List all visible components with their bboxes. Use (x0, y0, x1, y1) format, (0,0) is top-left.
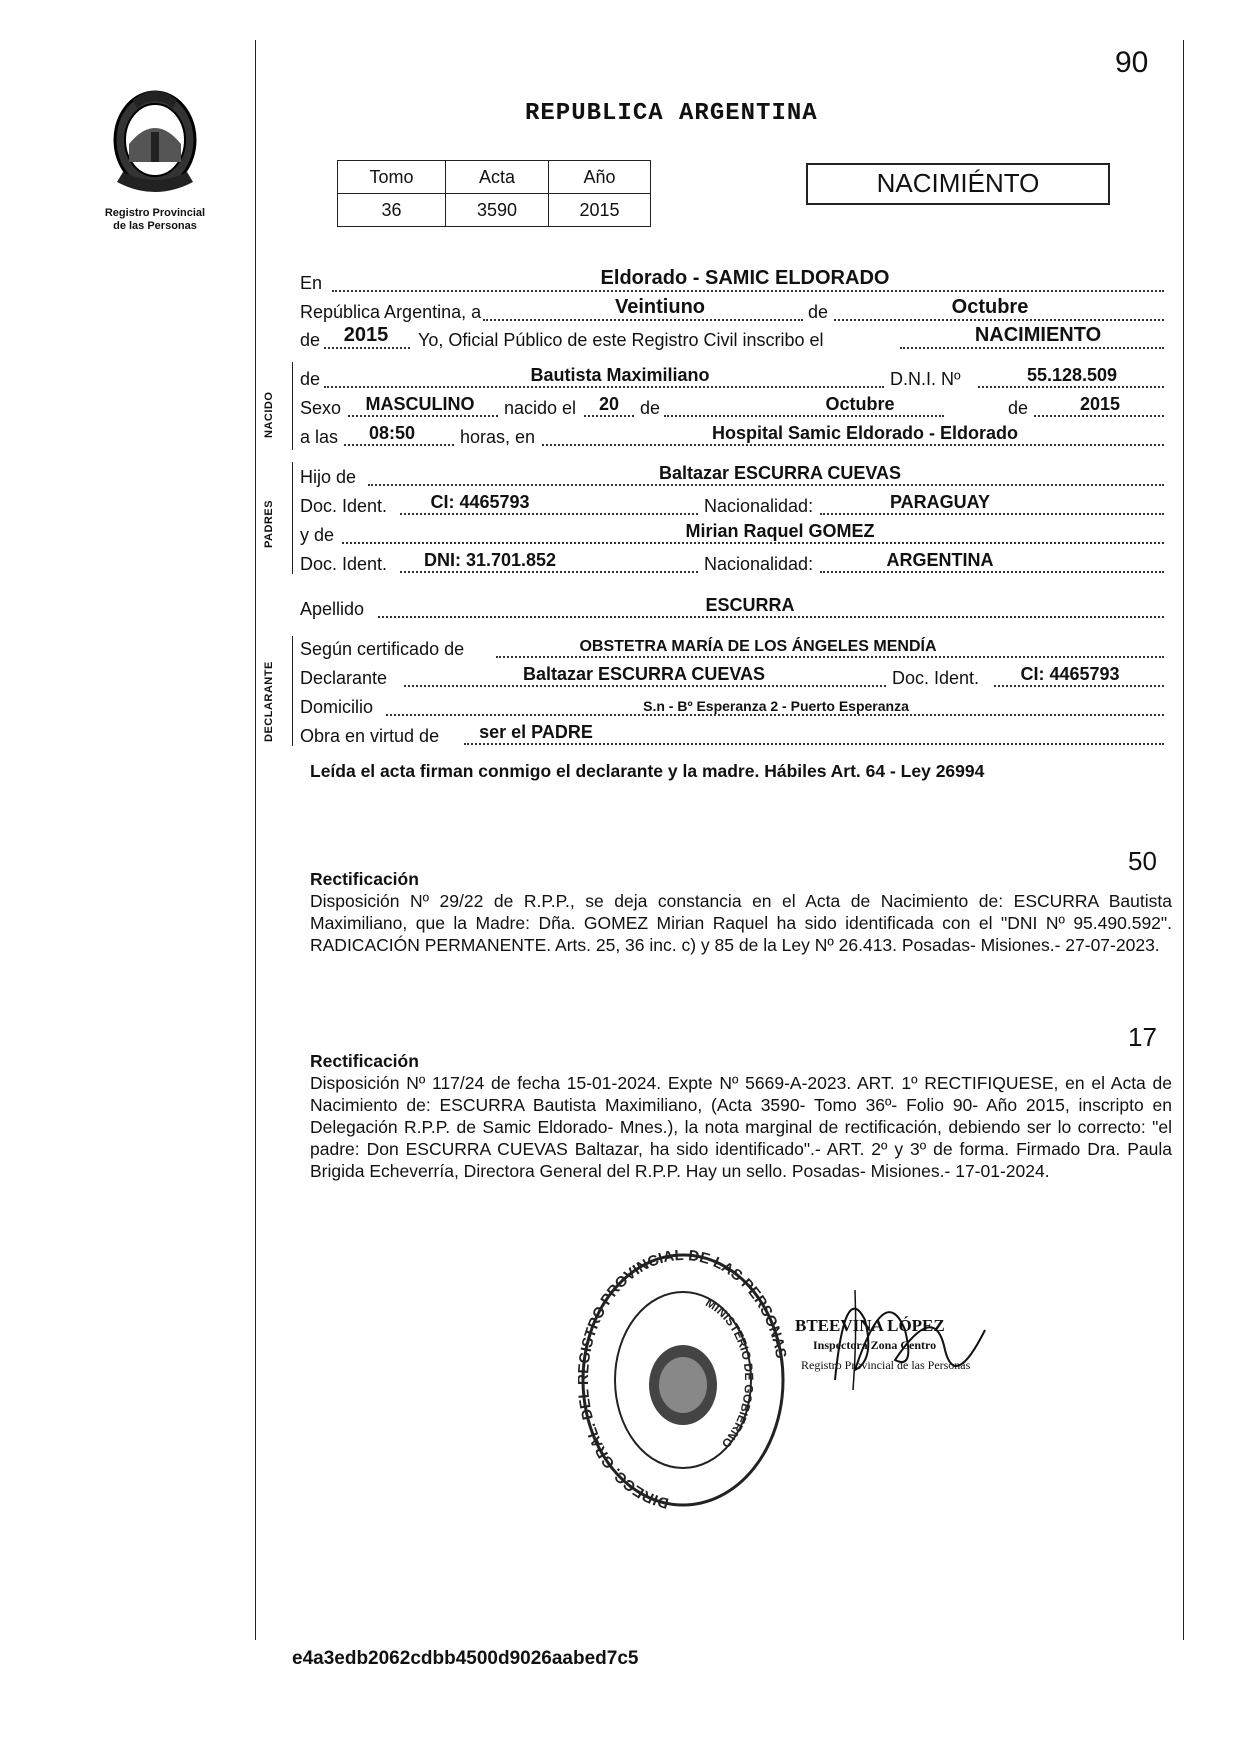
register-table-header (338, 161, 651, 194)
note-1-title: Rectificación (310, 869, 419, 889)
value-year: 2015 (343, 324, 389, 346)
logo-caption-line2: de las Personas (113, 220, 197, 232)
section-bar-declarante (292, 636, 293, 746)
value-en: Eldorado - SAMIC ELDORADO (600, 267, 890, 289)
stamp-inner-text: MINISTERIO DE GOBIERNO (703, 1295, 757, 1451)
official-stamp (578, 1250, 788, 1510)
label-en: En (300, 273, 323, 293)
label-dni: D.N.I. Nº (890, 369, 961, 389)
value-place: Hospital Samic Eldorado - Eldorado (711, 423, 1019, 443)
row-obra (300, 719, 1166, 749)
value-father-doc: CI: 4465793 (430, 492, 530, 512)
label-declarante: Declarante (300, 668, 388, 688)
label-yde: y de (300, 525, 335, 545)
register-table (337, 160, 651, 227)
row-father-doc (300, 489, 1166, 519)
value-day: Veintiuno (615, 296, 705, 318)
label-birth-de2: de (1008, 398, 1029, 418)
side-label-nacido: NACIDO (263, 391, 275, 438)
value-inscribe: NACIMIENTO (974, 324, 1102, 346)
right-margin-line (1183, 40, 1184, 1640)
value-birth-month: Octubre (825, 394, 895, 414)
value-month: Octubre (951, 296, 1029, 318)
value-birth-year: 2015 (1079, 394, 1121, 414)
row-declarante (300, 661, 1166, 691)
row-mother-doc (300, 547, 1166, 577)
value-sexo: MASCULINO (365, 394, 475, 414)
value-father-name: Baltazar ESCURRA CUEVAS (658, 463, 902, 483)
note-1-text: Disposición Nº 29/22 de R.P.P., se deja constancia en el Acta de Nacimiento de: ESCURRA Bautista Maximiliano, que la Madre: Dña. GOMEZ Mirian Raquel ha sido identificada con el "DNI Nº 95.490.592". RADICACIÓN PERMANENTE. Arts. 25, 36 inc. c) y 85 de la Ley Nº 26.413. Posadas- Misiones.- 27-07-2023. (310, 891, 1172, 955)
value-domicilio: S.n - Bº Esperanza 2 - Puerto Esperanza (643, 698, 909, 714)
note-2 (310, 1050, 1172, 1182)
row-republica (300, 295, 1166, 325)
row-inscribe (300, 323, 1166, 353)
document-title: REPUBLICA ARGENTINA (525, 100, 818, 127)
label-sexo: Sexo (300, 398, 342, 418)
label-obra: Obra en virtud de (300, 726, 440, 746)
header-acta: Acta (446, 161, 549, 194)
value-anio: 2015 (549, 194, 651, 227)
register-table-values (338, 194, 651, 227)
value-mother-name: Mirian Raquel GOMEZ (685, 521, 875, 541)
label-alas: a las (300, 427, 339, 447)
label-republica: República Argentina, a (300, 302, 482, 322)
value-birth-day: 20 (598, 394, 620, 414)
value-apellido: ESCURRA (705, 595, 795, 615)
value-declarante: Baltazar ESCURRA CUEVAS (522, 664, 766, 684)
value-name: Bautista Maximiliano (530, 365, 710, 385)
note-2-title: Rectificación (310, 1051, 419, 1071)
row-domicilio (300, 690, 1166, 720)
note-1-number: 50 (1128, 846, 1157, 876)
row-apellido (300, 592, 1166, 622)
label-horas: horas, en (460, 427, 536, 447)
value-declarante-doc: CI: 4465793 (1020, 664, 1120, 684)
header-anio: Año (549, 161, 651, 194)
value-mother-nac: ARGENTINA (886, 550, 994, 570)
signature-org: Registro Provincial de las Personas (801, 1358, 971, 1372)
signature-block (795, 1260, 1035, 1410)
label-declarante-doc: Doc. Ident. (892, 668, 980, 688)
row-name (300, 362, 1166, 392)
label-apellido: Apellido (300, 599, 365, 619)
act-type-box: NACIMIÉNTO (806, 163, 1110, 205)
label-de-month: de (808, 302, 829, 322)
row-hora (300, 420, 1166, 450)
label-domicilio: Domicilio (300, 697, 374, 717)
label-father-nac: Nacionalidad: (704, 496, 814, 516)
label-father-doc: Doc. Ident. (300, 496, 388, 516)
label-de-name: de (300, 369, 321, 389)
row-en (300, 266, 1166, 296)
logo-caption-line1: Registro Provincial (104, 207, 206, 219)
side-label-padres: PADRES (263, 499, 275, 548)
value-segun: OBSTETRA MARÍA DE LOS ÁNGELES MENDÍA (579, 638, 937, 655)
row-segun (300, 632, 1166, 662)
closing-text: Leída el acta firman conmigo el declarante y la madre. Hábiles Art. 64 - Ley 26994 (310, 761, 985, 781)
value-hour: 08:50 (368, 423, 416, 443)
label-mother-nac: Nacionalidad: (704, 554, 814, 574)
row-hijo (300, 460, 1166, 490)
value-father-nac: PARAGUAY (889, 492, 991, 512)
label-de-year: de (300, 330, 321, 350)
note-2-text: Disposición Nº 117/24 de fecha 15-01-2024. Expte Nº 5669-A-2023. ART. 1º RECTIFIQUESE, en el Acta de Nacimiento de: ESCURRA Bautista Maximiliano, (Acta 3590- Tomo 36º- Folio 90- Año 2015, inscripto en Delegación R.P.P. de Samic Eldorado- Mnes.), la nota marginal de rectificación, debiendo ser lo correcto: "el padre: Don ESCURRA CUEVAS Baltazar, ha sido identificado".- ART. 2º y 3º de forma. Firmado Dra. Paula Brigida Echeverría, Directora General del R.P.P. Hay un sello. Posadas- Misiones.- 17-01-2024. (310, 1073, 1172, 1181)
registry-logo (95, 82, 215, 233)
row-mother (300, 518, 1166, 548)
value-mother-doc: DNI: 31.701.852 (423, 550, 557, 570)
section-bar-nacido (292, 362, 293, 450)
label-birth-de1: de (640, 398, 661, 418)
signature-name: BTEEVINA LÓPEZ (795, 1316, 945, 1335)
signature-role: Inspectora Zona Centro (813, 1338, 937, 1352)
page-number: 90 (1115, 46, 1149, 79)
label-mother-doc: Doc. Ident. (300, 554, 388, 574)
label-inscribe: Yo, Oficial Público de este Registro Civil inscribo el (418, 330, 824, 350)
stamp-outer-text: DIRECC. GRAL. DE ISTRO PROVINCIAL DE LAS PERSONAS (578, 1250, 788, 1510)
document-hash: e4a3edb2062cdbb4500d9026aabed7c5 (292, 1648, 639, 1669)
header-tomo: Tomo (338, 161, 446, 194)
side-label-declarante: DECLARANTE (263, 661, 275, 742)
section-bar-padres (292, 462, 293, 574)
label-segun: Según certificado de (300, 639, 465, 659)
value-tomo: 36 (338, 194, 446, 227)
label-hijo: Hijo de (300, 467, 357, 487)
stamp-seal-icon (578, 1250, 788, 1510)
province-seal-icon (95, 82, 215, 202)
value-obra: ser el PADRE (479, 722, 593, 742)
value-dni: 55.128.509 (1026, 365, 1118, 385)
left-margin-line (255, 40, 256, 1640)
note-1 (310, 868, 1172, 956)
note-2-number: 17 (1128, 1022, 1157, 1052)
value-acta: 3590 (446, 194, 549, 227)
row-sexo (300, 391, 1166, 421)
label-nacido: nacido el (504, 398, 577, 418)
